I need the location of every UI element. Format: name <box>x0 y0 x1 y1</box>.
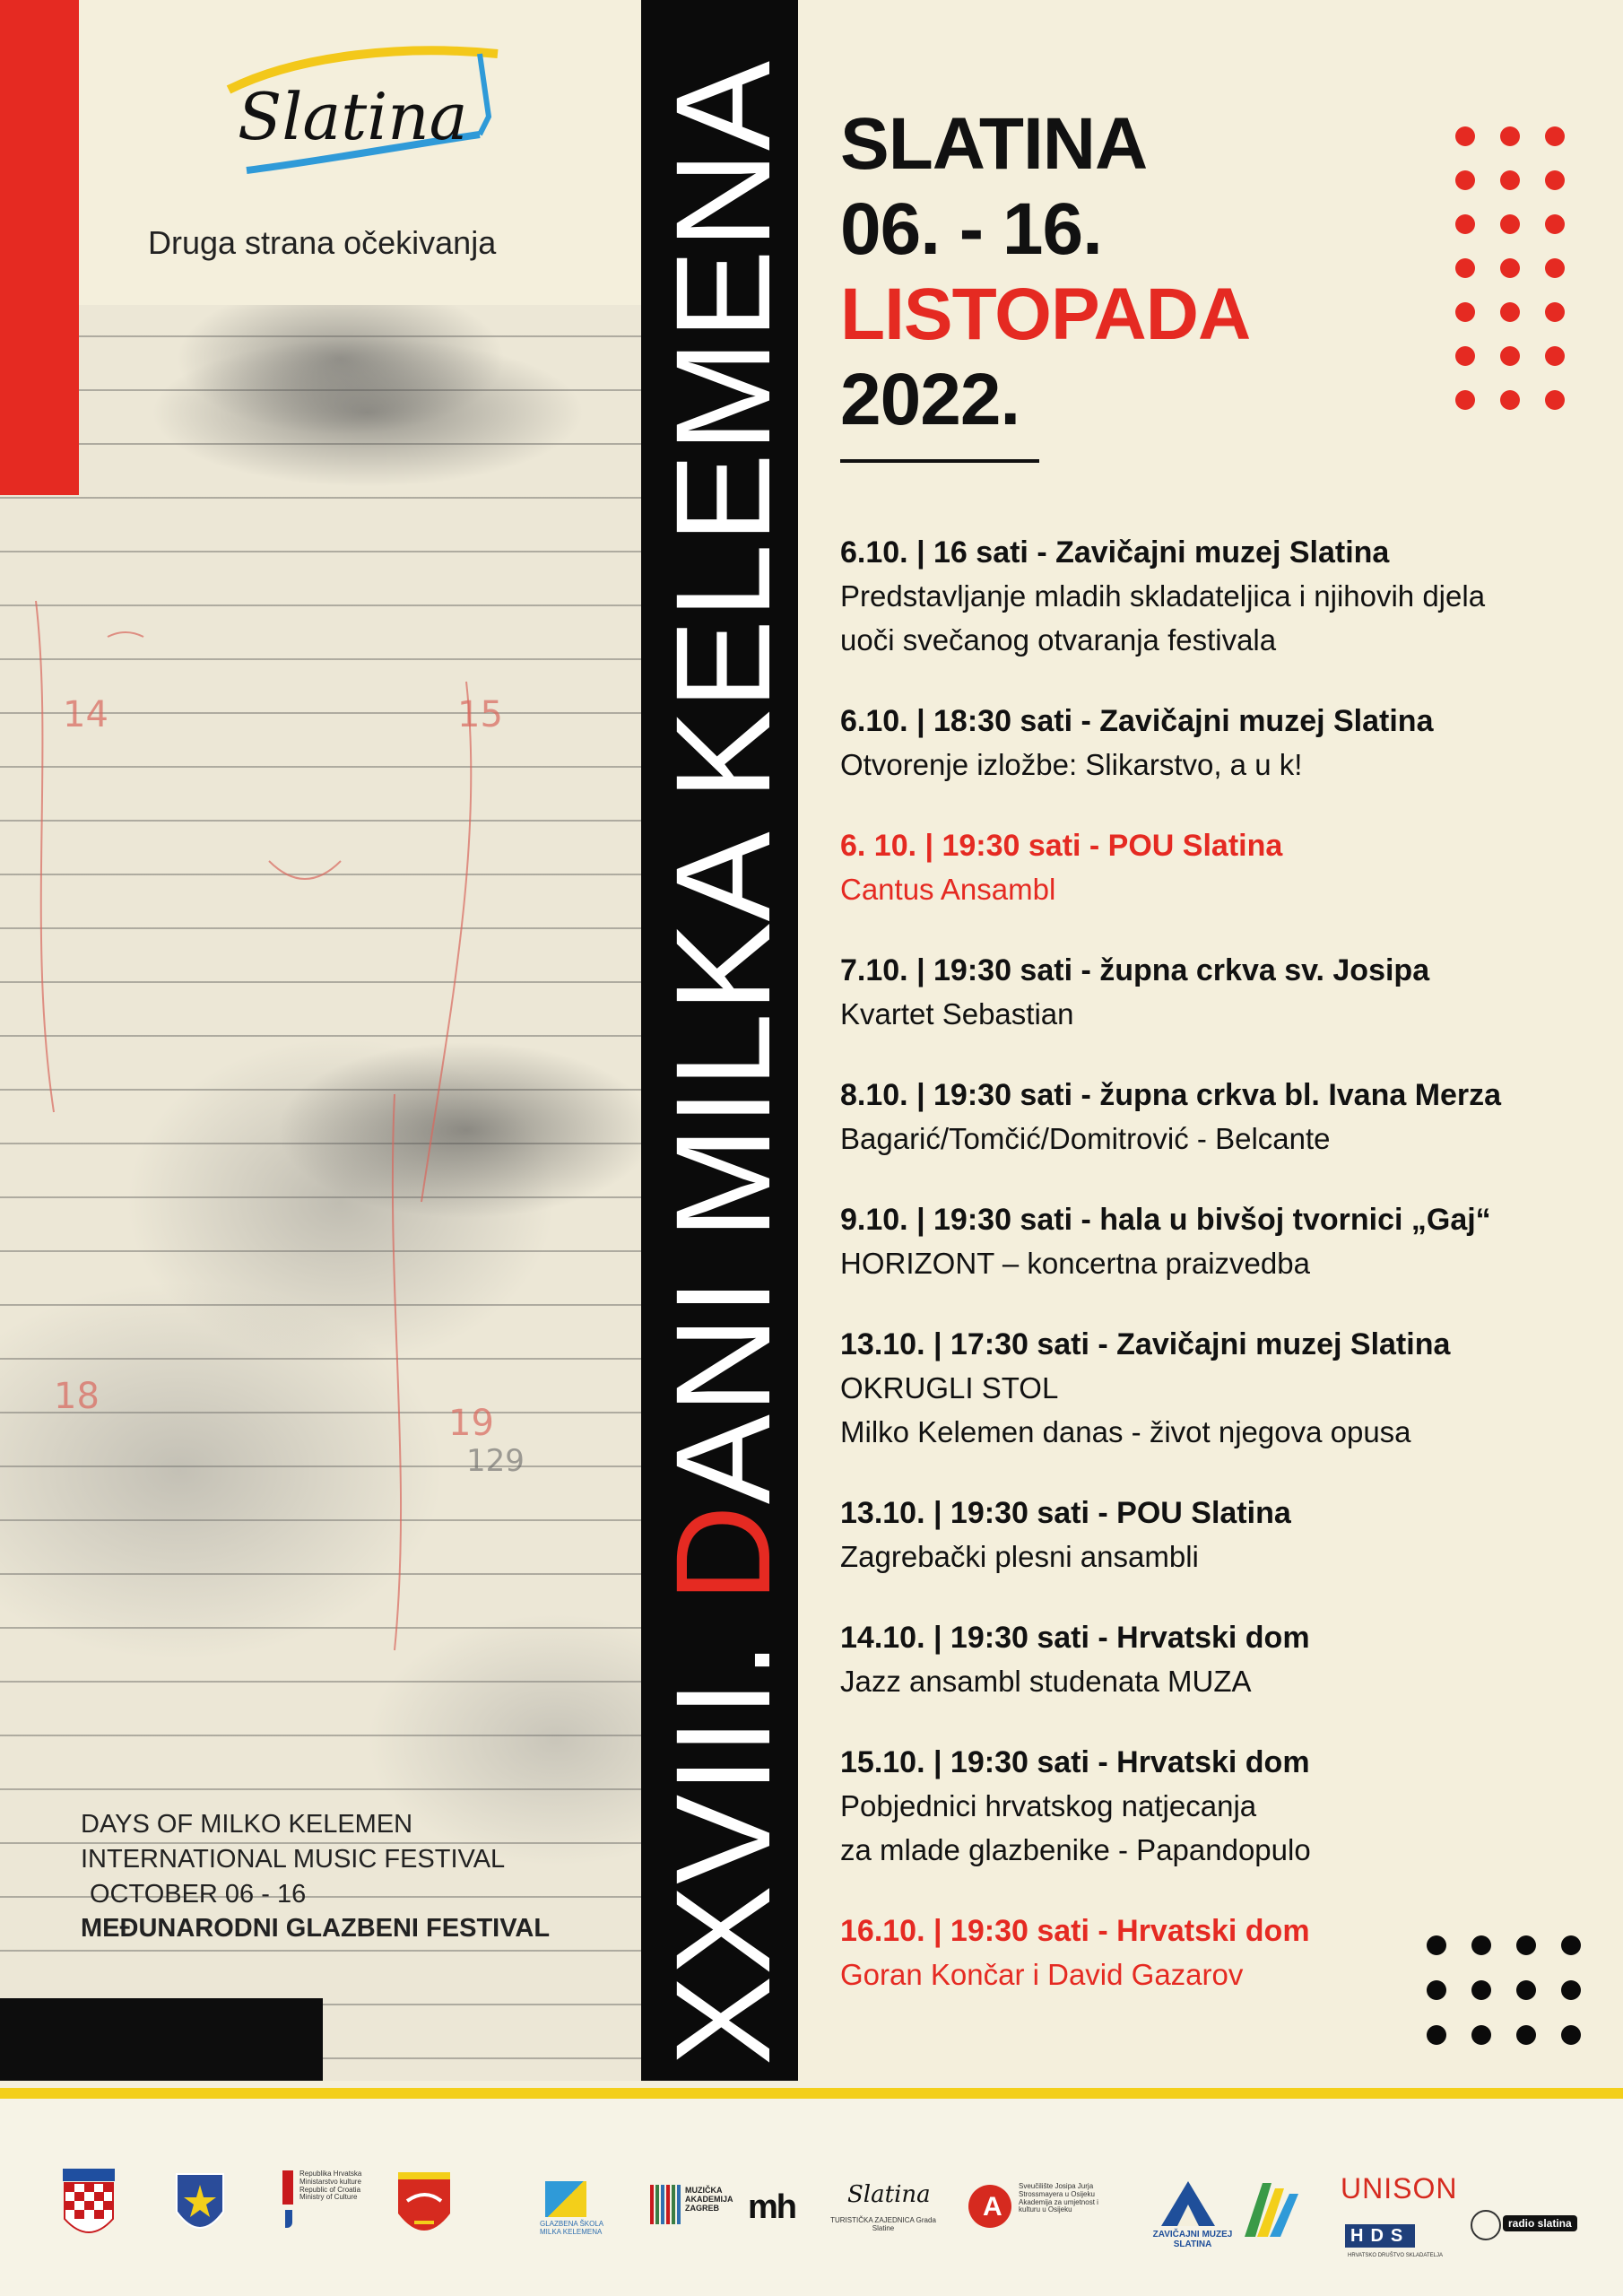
svg-text:14: 14 <box>63 694 108 735</box>
red-accent-bar <box>0 0 79 495</box>
decor-dot <box>1545 302 1565 322</box>
event-description: Kvartet Sebastian <box>840 997 1074 1031</box>
decor-dot <box>1500 258 1520 278</box>
event-item <box>840 1741 1575 1872</box>
event-description: Zagrebački plesni ansambli <box>840 1540 1199 1573</box>
decor-dot <box>1545 346 1565 366</box>
event-item <box>840 824 1575 911</box>
title-band <box>641 0 798 2081</box>
header-month: LISTOPADA <box>840 274 1251 355</box>
event-description: HORIZONT – koncertna praizvedba <box>840 1247 1310 1280</box>
event-heading: 8.10. | 19:30 sati - župna crkva bl. Ivana Merza <box>840 1078 1502 1112</box>
event-description: Goran Končar i David Gazarov <box>840 1958 1244 1991</box>
event-description: Bagarić/Tomčić/Domitrović - Belcante <box>840 1122 1331 1155</box>
event-description: uoči svečanog otvaranja festivala <box>840 623 1277 657</box>
event-item <box>840 700 1575 787</box>
decor-dot <box>1455 258 1475 278</box>
decor-dot <box>1500 390 1520 410</box>
title-part2: ANI MILKA KELEMENA <box>647 59 798 1505</box>
county-coat-of-arms-icon <box>175 2172 225 2242</box>
event-item <box>840 1074 1575 1161</box>
event-item <box>840 949 1575 1036</box>
music-academy-logo-icon <box>650 2185 682 2224</box>
header-year: 2022. <box>840 359 1020 440</box>
event-description: Predstavljanje mladih skladateljica i njihovih djela <box>840 579 1486 613</box>
event-item <box>840 1909 1575 1996</box>
event-heading: 13.10. | 19:30 sati - POU Slatina <box>840 1496 1291 1530</box>
svg-text:Slatina: Slatina <box>238 79 468 154</box>
event-heading: 15.10. | 19:30 sati - Hrvatski dom <box>840 1745 1310 1779</box>
event-item <box>840 1616 1575 1703</box>
music-academy-label: MUZIČKA AKADEMIJA ZAGREB <box>685 2186 733 2213</box>
radio-slatina-logo: radio slatina <box>1503 2215 1577 2231</box>
matica-hrvatska-logo: mh <box>748 2188 795 2226</box>
decor-dot <box>1545 214 1565 234</box>
festival-info-line: MEĐUNARODNI GLAZBENI FESTIVAL <box>81 1914 551 1943</box>
event-description: Jazz ansambl studenata MUZA <box>840 1665 1252 1698</box>
header-dates: 06. - 16. <box>840 188 1102 270</box>
title-part1: XXVIII. <box>647 1602 798 2066</box>
decor-dot <box>1455 170 1475 190</box>
black-accent-bar <box>0 1998 323 2081</box>
event-description: Pobjednici hrvatskog natjecanja <box>840 1789 1257 1822</box>
hds-logo: HDS <box>1345 2224 1415 2248</box>
header-divider <box>840 459 1039 463</box>
event-heading: 6. 10. | 19:30 sati - POU Slatina <box>840 829 1283 863</box>
footer-rule <box>0 2088 1623 2099</box>
slatina-logo <box>211 36 507 188</box>
svg-text:15: 15 <box>457 694 503 735</box>
svg-text:18: 18 <box>54 1376 100 1417</box>
museum-logo-icon <box>1161 2178 1215 2226</box>
event-item <box>840 1323 1575 1454</box>
event-heading: 14.10. | 19:30 sati - Hrvatski dom <box>840 1621 1310 1655</box>
festival-info-line: OCTOBER 06 - 16 <box>90 1880 307 1909</box>
decor-dot <box>1500 214 1520 234</box>
event-heading: 9.10. | 19:30 sati - hala u bivšoj tvornici „Gaj“ <box>840 1203 1491 1237</box>
slatina-coat-of-arms-icon <box>396 2170 452 2246</box>
decor-dot <box>1455 346 1475 366</box>
event-schedule <box>840 531 1575 2034</box>
event-heading: 6.10. | 16 sati - Zavičajni muzej Slatina <box>840 535 1390 570</box>
radio-logo-icon <box>1471 2210 1501 2240</box>
event-description: Cantus Ansambl <box>840 873 1056 906</box>
festival-info-line: DAYS OF MILKO KELEMEN <box>81 1810 413 1839</box>
music-school-label: GLAZBENA ŠKOLA MILKA KELEMENA <box>540 2220 603 2236</box>
decor-dot <box>1455 390 1475 410</box>
decor-dot <box>1545 258 1565 278</box>
library-logo-icon <box>1245 2183 1307 2237</box>
svg-text:19: 19 <box>448 1403 494 1444</box>
event-description: za mlade glazbenike - Papandopulo <box>840 1833 1311 1866</box>
portrait-hair-shading <box>81 305 641 502</box>
event-item <box>840 531 1575 662</box>
tagline: Druga strana očekivanja <box>148 224 497 261</box>
music-school-logo-icon <box>545 2181 586 2217</box>
event-item <box>840 1492 1575 1578</box>
festival-info-line: INTERNATIONAL MUSIC FESTIVAL <box>81 1845 506 1874</box>
tourist-board-label: TURISTIČKA ZAJEDNICA Grada Slatine <box>830 2216 936 2232</box>
event-description: OKRUGLI STOL <box>840 1371 1059 1405</box>
tourist-board-logo: Slatina <box>847 2181 931 2208</box>
decor-dot <box>1500 126 1520 146</box>
event-description: Milko Kelemen danas - život njegova opusa <box>840 1415 1411 1448</box>
ministry-logo-icon <box>282 2170 293 2205</box>
hds-label: HRVATSKO DRUŠTVO SKLADATELJA <box>1348 2253 1443 2258</box>
decor-dot <box>1500 170 1520 190</box>
sponsor-footer <box>0 2099 1623 2296</box>
arts-academy-label: Sveučilište Josipa Jurja Strossmayera u Osijeku Akademija za umjetnost i kulturu u Osijeku <box>1019 2182 1098 2214</box>
festival-title <box>647 59 798 2066</box>
decor-dot <box>1500 302 1520 322</box>
decor-dot <box>1455 302 1475 322</box>
event-description: Otvorenje izložbe: Slikarstvo, a u k! <box>840 748 1303 781</box>
event-heading: 6.10. | 18:30 sati - Zavičajni muzej Slatina <box>840 704 1434 738</box>
croatia-coat-of-arms-icon <box>61 2169 117 2246</box>
decor-dot <box>1545 126 1565 146</box>
event-heading: 7.10. | 19:30 sati - župna crkva sv. Josipa <box>840 953 1430 987</box>
decor-dot <box>1455 126 1475 146</box>
decor-dot <box>1545 390 1565 410</box>
decor-dot <box>1455 214 1475 234</box>
event-heading: 13.10. | 17:30 sati - Zavičajni muzej Slatina <box>840 1327 1451 1361</box>
title-highlight-letter: D <box>647 1504 798 1603</box>
event-heading: 16.10. | 19:30 sati - Hrvatski dom <box>840 1914 1310 1948</box>
arts-academy-letter: A <box>983 2192 1002 2222</box>
ministry-label: Republika Hrvatska Ministarstvo kulture Republic of Croatia Ministry of Culture <box>299 2170 362 2202</box>
decor-dot <box>1545 170 1565 190</box>
decor-dot <box>1500 346 1520 366</box>
unison-logo: UNISON <box>1341 2172 1458 2205</box>
svg-text:129: 129 <box>466 1443 525 1479</box>
museum-label: ZAVIČAJNI MUZEJ SLATINA <box>1152 2230 1233 2249</box>
header-city: SLATINA <box>840 103 1148 185</box>
event-item <box>840 1198 1575 1285</box>
ministry-logo-mark <box>285 2210 292 2228</box>
